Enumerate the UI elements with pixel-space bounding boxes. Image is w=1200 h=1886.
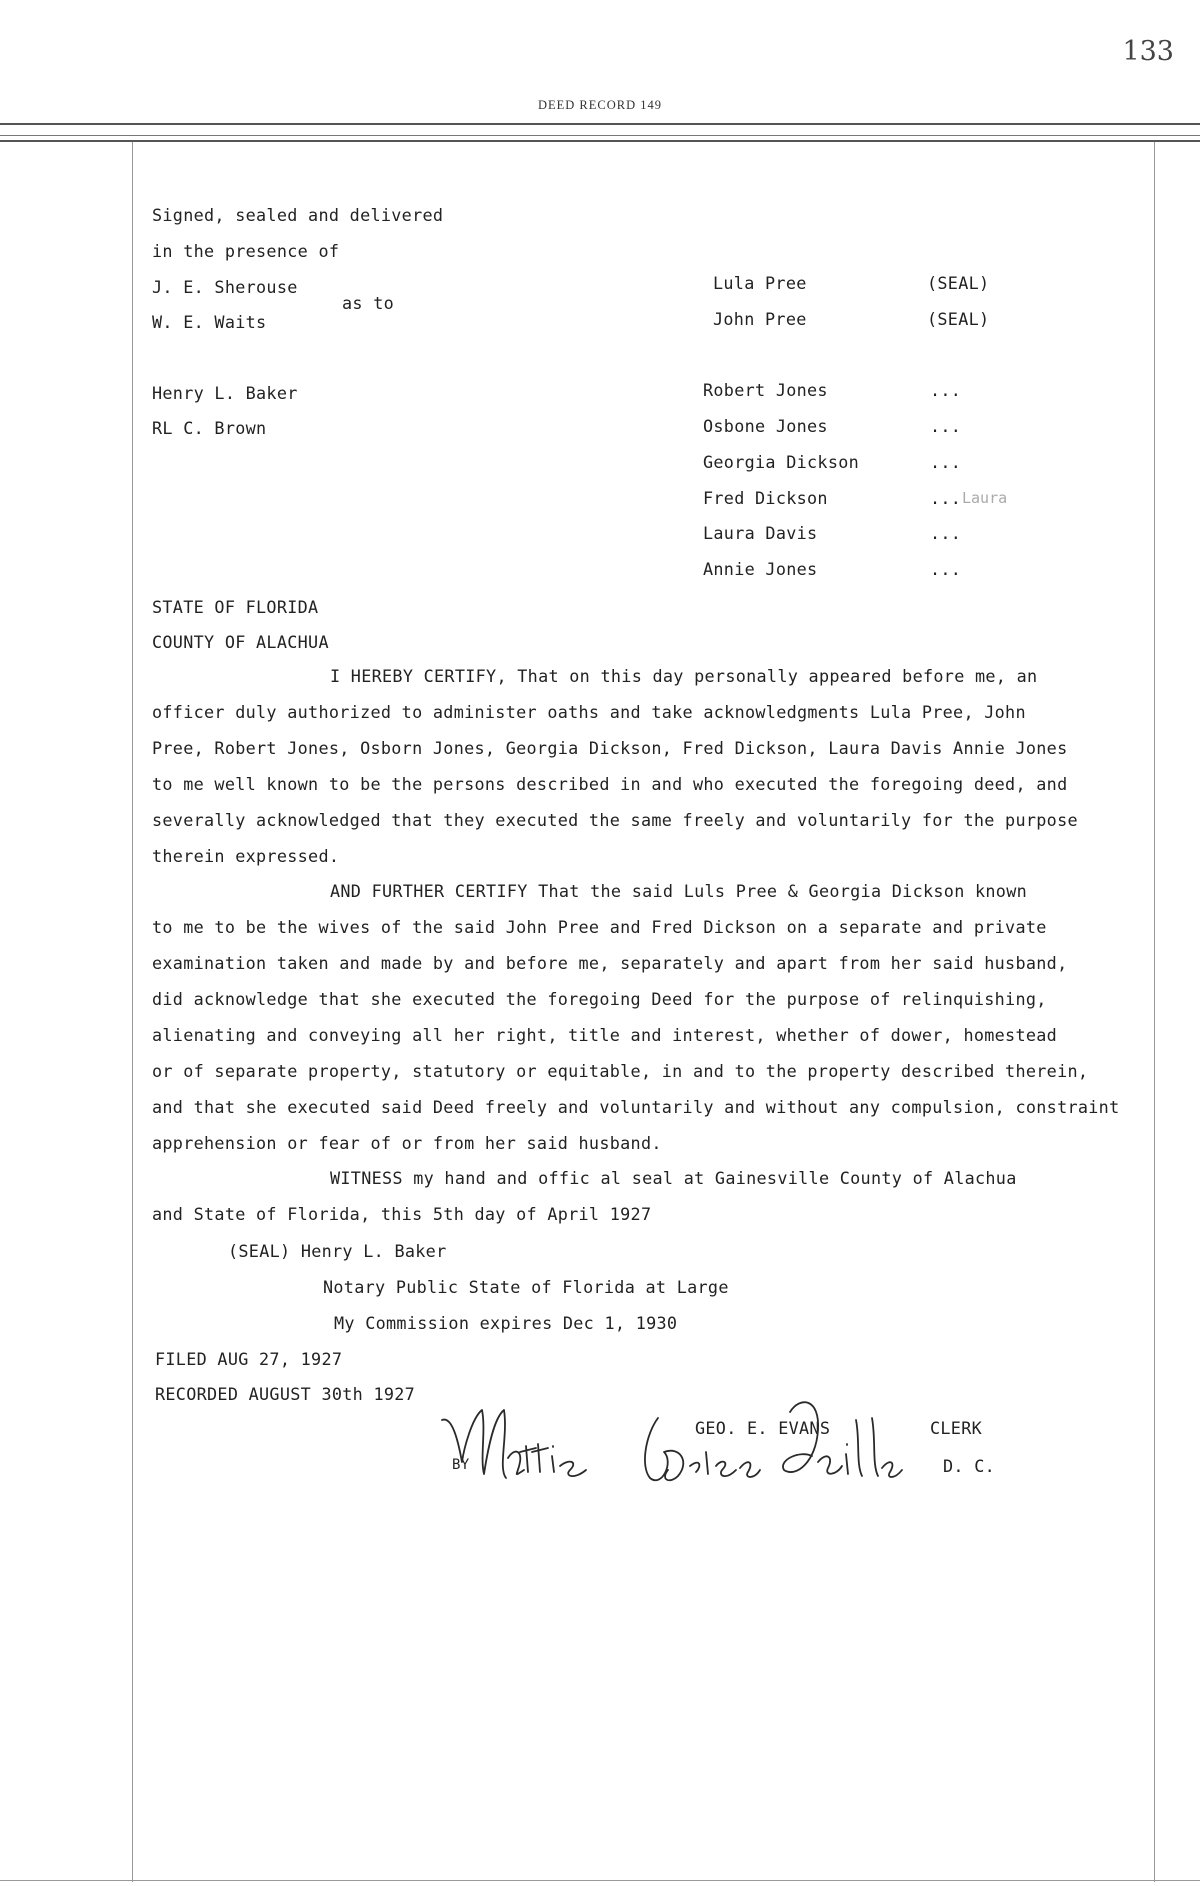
grantor-mark: ... bbox=[930, 380, 962, 400]
grantor-mark: ... bbox=[930, 452, 962, 472]
grantor-mark: (SEAL) bbox=[927, 273, 990, 293]
clerk-name: GEO. E. EVANS bbox=[695, 1418, 831, 1438]
recorded-date: RECORDED AUGUST 30th 1927 bbox=[155, 1384, 416, 1404]
page-header: DEED RECORD 149 bbox=[537, 98, 663, 112]
grantor-mark: ... bbox=[930, 523, 962, 543]
grantor-name: John Pree bbox=[713, 309, 807, 329]
witness-line: and State of Florida, this 5th day of April 1927 bbox=[152, 1204, 652, 1224]
certificate-line: Pree, Robert Jones, Osborn Jones, Georgia Dickson, Fred Dickson, Laura Davis Annie Jones bbox=[152, 738, 1068, 758]
further-line: to me to be the wives of the said John Pree and Fred Dickson on a separate and private bbox=[152, 917, 1047, 937]
grantor-mark: ... bbox=[930, 416, 962, 436]
page-number: 133 bbox=[1122, 36, 1174, 67]
grantor-name: Lula Pree bbox=[713, 273, 807, 293]
presence-line: in the presence of bbox=[152, 241, 340, 261]
grantor-mark: ... bbox=[930, 488, 962, 508]
grantor-mark: ... bbox=[930, 559, 962, 579]
grantor-name: Fred Dickson bbox=[703, 488, 828, 508]
grantor-name: Osbone Jones bbox=[703, 416, 828, 436]
grantor-name: Robert Jones bbox=[703, 380, 828, 400]
notary-seal-line: (SEAL) Henry L. Baker bbox=[228, 1241, 447, 1261]
deputy-clerk-label: D. C. bbox=[943, 1456, 996, 1476]
certificate-line: I HEREBY CERTIFY, That on this day personally appeared before me, an bbox=[330, 666, 1038, 686]
further-line: apprehension or fear of or from her said husband. bbox=[152, 1133, 662, 1153]
further-line: and that she executed said Deed freely and voluntarily and without any compulsion, constraint bbox=[152, 1097, 1120, 1117]
signed-line: Signed, sealed and delivered bbox=[152, 205, 444, 225]
witness-4: RL C. Brown bbox=[152, 418, 267, 438]
certificate-line: to me well known to be the persons described in and who executed the foregoing deed, and bbox=[152, 774, 1068, 794]
further-line: alienating and conveying all her right, title and interest, whether of dower, homestead bbox=[152, 1025, 1058, 1045]
notary-commission: My Commission expires Dec 1, 1930 bbox=[334, 1313, 678, 1333]
further-line: AND FURTHER CERTIFY That the said Luls Pree & Georgia Dickson known bbox=[330, 881, 1028, 901]
grantor-mark: (SEAL) bbox=[927, 309, 990, 329]
filed-date: FILED AUG 27, 1927 bbox=[155, 1349, 343, 1369]
grantor-name: Annie Jones bbox=[703, 559, 818, 579]
witness-3: Henry L. Baker bbox=[152, 383, 298, 403]
by-label: BY bbox=[452, 1457, 470, 1473]
state-line: STATE OF FLORIDA bbox=[152, 597, 319, 617]
grantor-name: Laura Davis bbox=[703, 523, 818, 543]
further-line: or of separate property, statutory or equitable, in and to the property described therein, bbox=[152, 1061, 1089, 1081]
faint-ghost-text: Laura bbox=[962, 489, 1008, 507]
clerk-title: CLERK bbox=[930, 1418, 983, 1438]
certificate-line: therein expressed. bbox=[152, 846, 340, 866]
notary-title: Notary Public State of Florida at Large bbox=[323, 1277, 729, 1297]
further-line: examination taken and made by and before me, separately and apart from her said husband, bbox=[152, 953, 1068, 973]
witness-line: WITNESS my hand and offic al seal at Gainesville County of Alachua bbox=[330, 1168, 1017, 1188]
county-line: COUNTY OF ALACHUA bbox=[152, 632, 329, 652]
certificate-line: officer duly authorized to administer oaths and take acknowledgments Lula Pree, John bbox=[152, 702, 1026, 722]
witness-2: W. E. Waits bbox=[152, 312, 267, 332]
further-line: did acknowledge that she executed the foregoing Deed for the purpose of relinquishing, bbox=[152, 989, 1047, 1009]
certificate-line: severally acknowledged that they executed the same freely and voluntarily for the purpose bbox=[152, 810, 1078, 830]
as-to-label: as to bbox=[342, 293, 395, 313]
grantor-name: Georgia Dickson bbox=[703, 452, 860, 472]
witness-1: J. E. Sherouse bbox=[152, 277, 298, 297]
